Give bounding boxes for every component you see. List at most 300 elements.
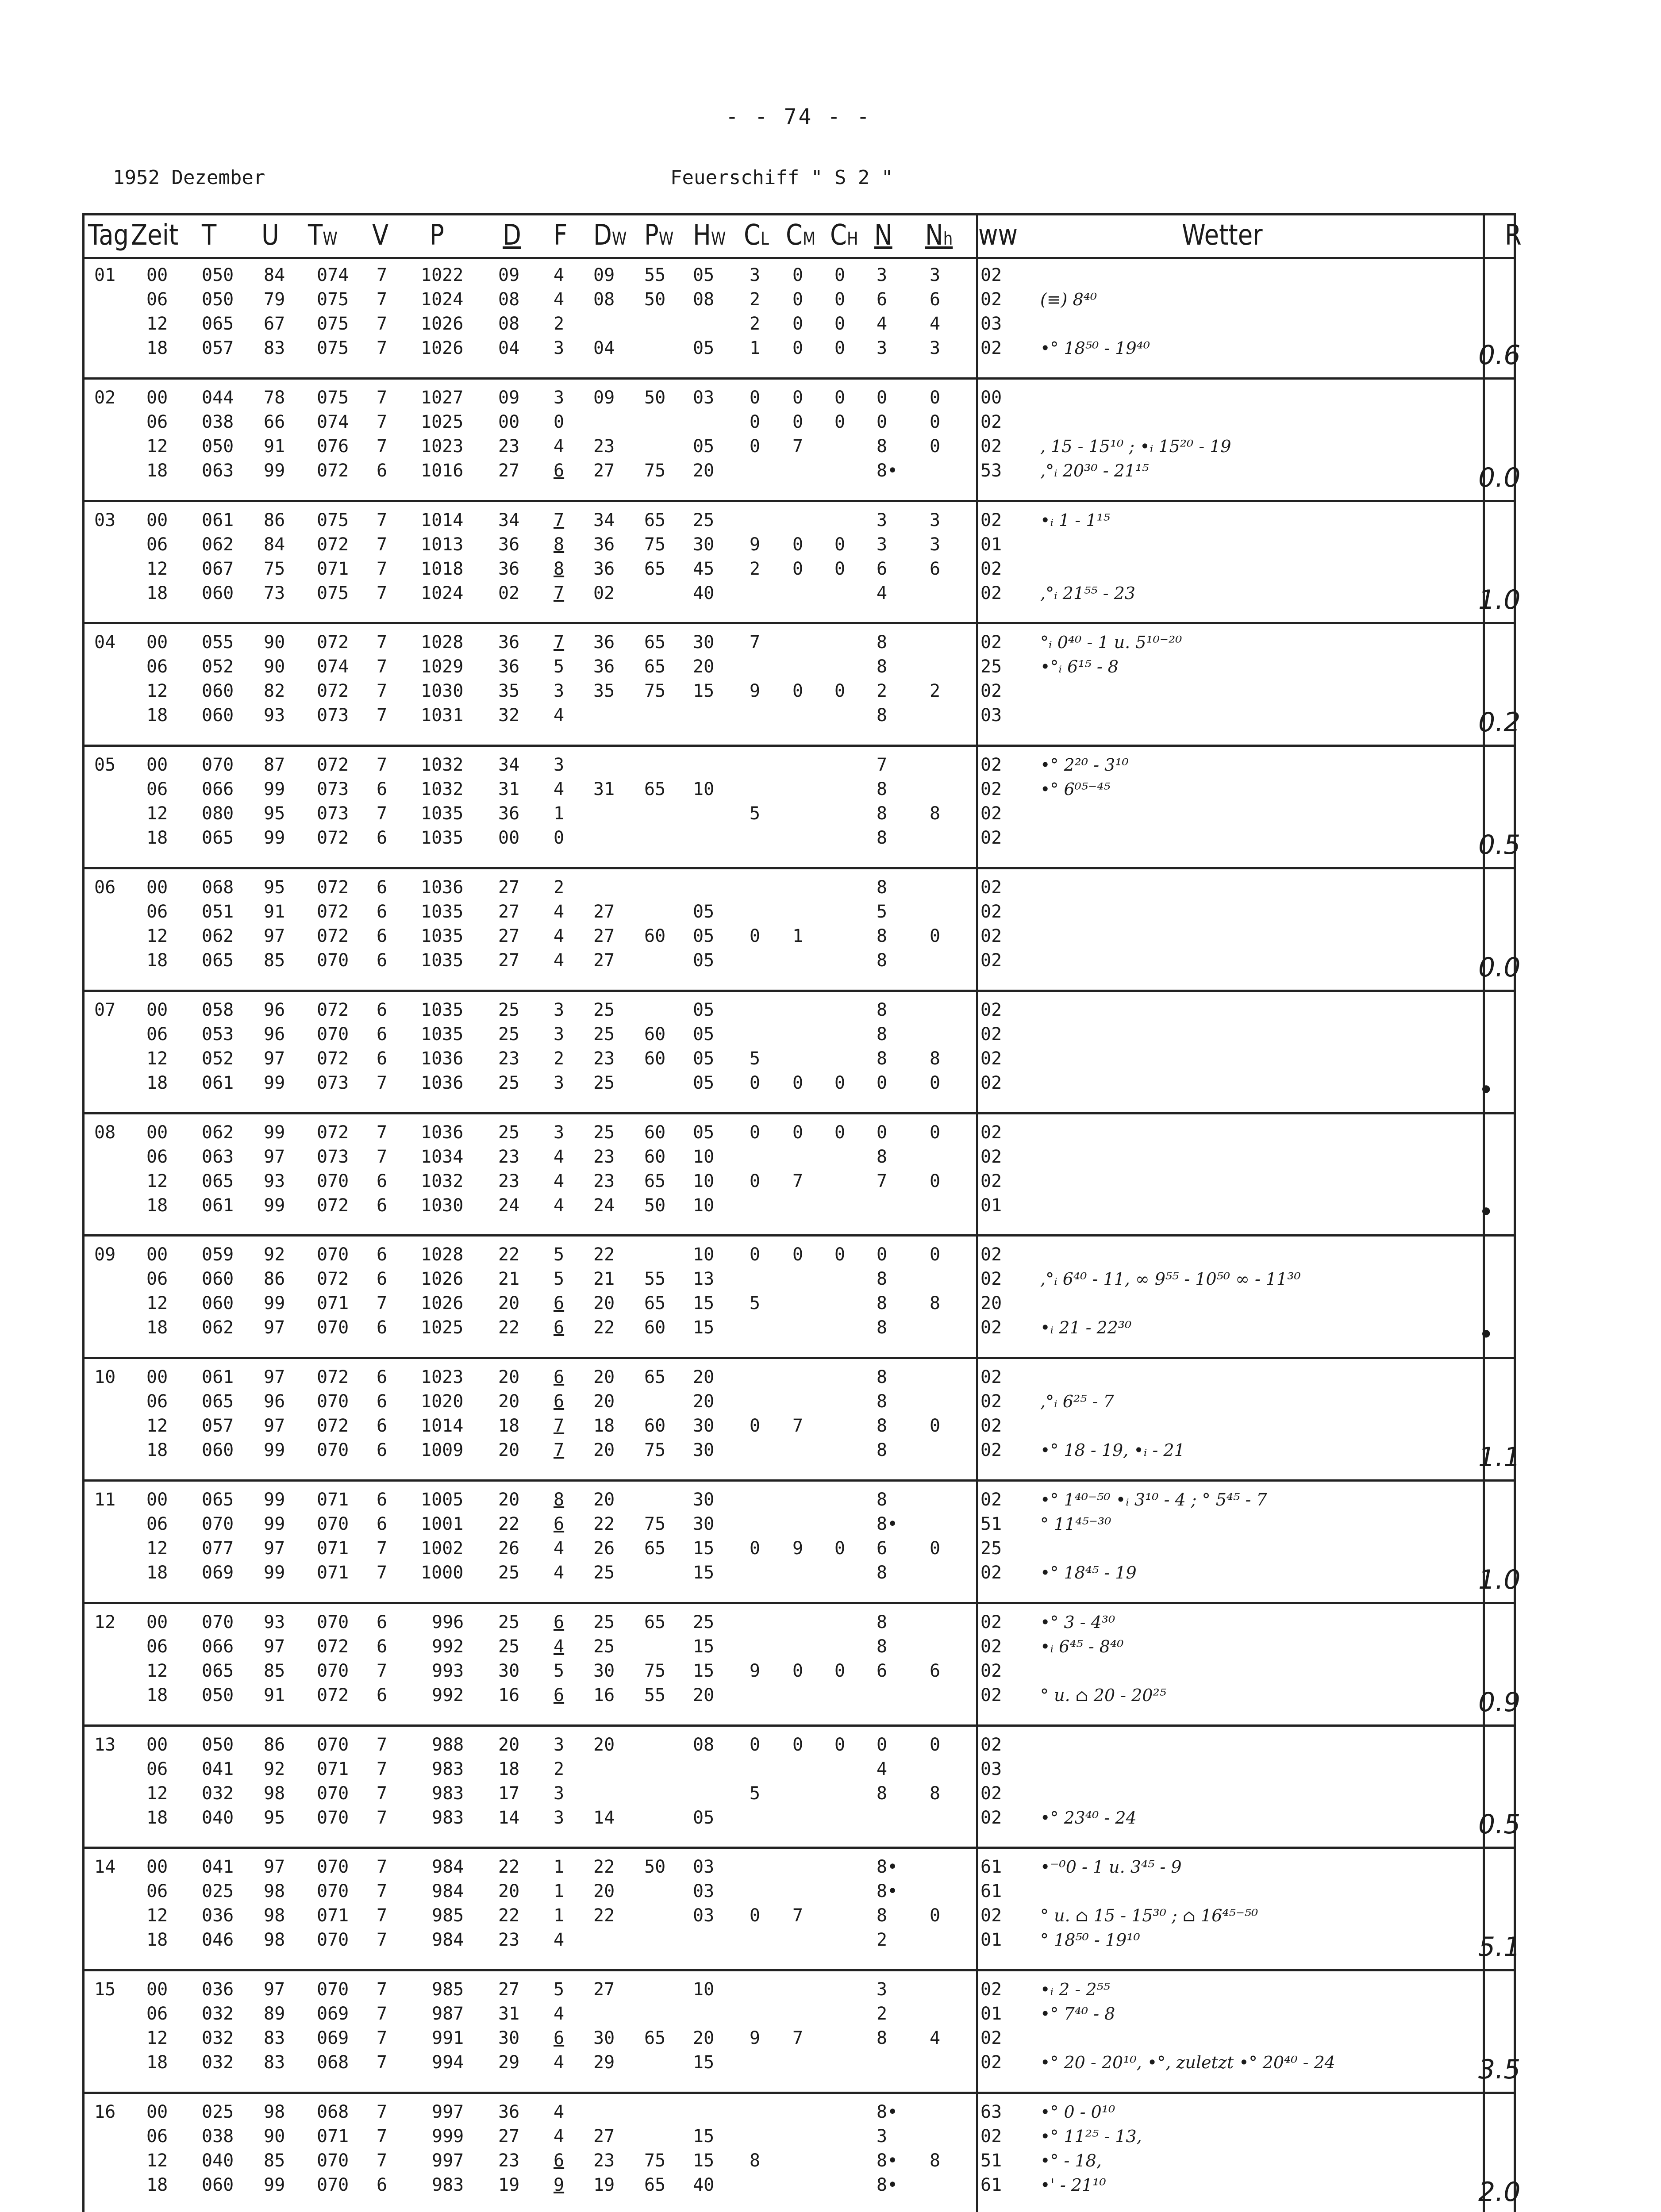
cell-t: 050: [202, 436, 234, 457]
cell-p: 1036: [421, 1048, 464, 1069]
cell-p: 997: [432, 2102, 464, 2122]
cell-f: 4: [554, 2004, 565, 2024]
cell-f: 4: [554, 1636, 565, 1657]
cell-cl: 2: [750, 314, 761, 334]
wetter-note: •ᵢ 21 - 22³⁰: [1040, 1318, 1132, 1338]
cell-n: 8•: [877, 1857, 898, 1878]
cell-u: 92: [264, 1759, 285, 1779]
cell-nh: 0: [930, 1244, 941, 1265]
cell-n: 5: [877, 902, 888, 922]
cell-d: 20: [498, 1881, 520, 1902]
day-number: 15: [94, 1979, 116, 2000]
cell-ww: 02: [980, 755, 1002, 776]
cell-cm: 0: [792, 1244, 804, 1265]
cell-d: 09: [498, 387, 520, 408]
cell-hw: 20: [693, 2028, 715, 2049]
cell-nh: 0: [930, 1122, 941, 1143]
cell-cl: 2: [750, 289, 761, 310]
cell-f: 3: [554, 755, 565, 776]
cell-n: 8: [877, 1416, 888, 1436]
cell-dw: 31: [593, 779, 615, 800]
cell-u: 93: [264, 1171, 285, 1191]
cell-v: 7: [377, 534, 388, 555]
cell-p: 1016: [421, 460, 464, 481]
zeit-cell: 00: [146, 1244, 168, 1265]
zeit-cell: 12: [146, 803, 168, 824]
cell-f: 6: [554, 1293, 565, 1314]
cell-hw: 03: [693, 1881, 715, 1902]
zeit-cell: 12: [146, 926, 168, 946]
cell-u: 97: [264, 1146, 285, 1167]
cell-dw: 34: [593, 510, 615, 530]
cell-t: 061: [202, 1072, 234, 1093]
cell-dw: 09: [593, 387, 615, 408]
cell-cl: 0: [750, 1416, 761, 1436]
cell-n: 6: [877, 289, 888, 310]
cell-t: 057: [202, 338, 234, 358]
cell-t: 057: [202, 1416, 234, 1436]
cell-tw: 072: [317, 1122, 349, 1143]
zeit-cell: 06: [146, 902, 168, 922]
cell-v: 6: [377, 1416, 388, 1436]
wetter-note: •' - 21¹⁰: [1040, 2175, 1106, 2195]
cell-p: 1035: [421, 902, 464, 922]
cell-n: 8•: [877, 2175, 898, 2195]
cell-tw: 074: [317, 265, 349, 285]
cell-d: 17: [498, 1783, 520, 1804]
cell-hw: 15: [693, 1538, 715, 1559]
cell-t: 046: [202, 1930, 234, 1951]
cell-f: 6: [554, 1514, 565, 1534]
cell-t: 062: [202, 1122, 234, 1143]
cell-ww: 02: [980, 1367, 1002, 1388]
cell-f: 4: [554, 1195, 565, 1216]
cell-f: 2: [554, 314, 565, 334]
cell-f: 4: [554, 265, 565, 285]
cell-t: 040: [202, 1807, 234, 1828]
cell-t: 050: [202, 265, 234, 285]
day-number: 09: [94, 1244, 116, 1265]
cell-hw: 05: [693, 1122, 715, 1143]
cell-ww: 02: [980, 1612, 1002, 1632]
cell-tw: 073: [317, 705, 349, 726]
cell-d: 22: [498, 1857, 520, 1878]
cell-pw: 65: [644, 1538, 666, 1559]
cell-t: 065: [202, 1660, 234, 1681]
cell-ww: 01: [980, 1930, 1002, 1951]
cell-f: 4: [554, 1563, 565, 1583]
zeit-cell: 18: [146, 338, 168, 358]
cell-n: 8: [877, 1367, 888, 1388]
cell-nh: 0: [930, 1072, 941, 1093]
zeit-cell: 00: [146, 632, 168, 653]
cell-f: 8: [554, 534, 565, 555]
cell-d: 24: [498, 1195, 520, 1216]
cell-n: 3: [877, 1979, 888, 2000]
cell-cm: 0: [792, 289, 804, 310]
cell-n: 6: [877, 1660, 888, 1681]
cell-cm: 0: [792, 1072, 804, 1093]
cell-pw: 65: [644, 1367, 666, 1388]
day-block-07: [85, 992, 1514, 1114]
wetter-note: ,°ᵢ 21⁵⁵ - 23: [1040, 583, 1135, 603]
cell-cm: 0: [792, 1122, 804, 1143]
cell-tw: 072: [317, 1195, 349, 1216]
cell-nh: 3: [930, 265, 941, 285]
day-number: 08: [94, 1122, 116, 1143]
precipitation-amount: 0.0: [1478, 462, 1521, 493]
precipitation-amount: 0.9: [1478, 1686, 1521, 1718]
wetter-note: •⁻⁰0 - 1 u. 3⁴⁵ - 9: [1040, 1857, 1182, 1877]
cell-n: 2: [877, 2004, 888, 2024]
cell-nh: 3: [930, 534, 941, 555]
cell-p: 1026: [421, 338, 464, 358]
zeit-cell: 06: [146, 2126, 168, 2147]
cell-u: 67: [264, 314, 285, 334]
cell-p: 1028: [421, 632, 464, 653]
cell-ww: 02: [980, 2052, 1002, 2073]
cell-ww: 02: [980, 1269, 1002, 1290]
cell-pw: 65: [644, 558, 666, 579]
cell-ww: 02: [980, 902, 1002, 922]
cell-d: 09: [498, 265, 520, 285]
cell-cm: 0: [792, 338, 804, 358]
cell-u: 87: [264, 755, 285, 776]
cell-u: 97: [264, 926, 285, 946]
cell-u: 98: [264, 1881, 285, 1902]
zeit-cell: 00: [146, 1734, 168, 1755]
cell-u: 98: [264, 1783, 285, 1804]
cell-ww: 02: [980, 1416, 1002, 1436]
cell-u: 99: [264, 828, 285, 849]
cell-f: 1: [554, 1905, 565, 1926]
zeit-cell: 18: [146, 583, 168, 603]
cell-d: 22: [498, 1514, 520, 1534]
cell-dw: 22: [593, 1317, 615, 1338]
column-header-tag: Tag: [88, 219, 129, 252]
cell-f: 3: [554, 999, 565, 1020]
cell-hw: 05: [693, 338, 715, 358]
cell-d: 25: [498, 1612, 520, 1632]
day-block-13: [85, 1727, 1521, 1849]
cell-cm: 0: [792, 681, 804, 702]
cell-ww: 02: [980, 411, 1002, 432]
cell-nh: 6: [930, 289, 941, 310]
cell-dw: 20: [593, 1734, 615, 1755]
cell-t: 051: [202, 902, 234, 922]
header-ship-name: Feuerschiff " S 2 ": [670, 166, 893, 189]
cell-pw: 65: [644, 657, 666, 677]
cell-pw: 60: [644, 1146, 666, 1167]
cell-cm: 0: [792, 314, 804, 334]
cell-cm: 7: [792, 1416, 804, 1436]
cell-ww: 02: [980, 779, 1002, 800]
cell-p: 1022: [421, 265, 464, 285]
cell-f: 4: [554, 2052, 565, 2073]
zeit-cell: 18: [146, 1563, 168, 1583]
zeit-cell: 00: [146, 1490, 168, 1510]
cell-tw: 070: [317, 1857, 349, 1878]
cell-hw: 15: [693, 1660, 715, 1681]
cell-tw: 072: [317, 1367, 349, 1388]
cell-hw: 03: [693, 1905, 715, 1926]
column-header-p: P: [430, 219, 444, 252]
cell-v: 7: [377, 558, 388, 579]
cell-f: 2: [554, 1759, 565, 1779]
cell-ch: 0: [834, 1660, 846, 1681]
cell-dw: 36: [593, 558, 615, 579]
cell-v: 7: [377, 1930, 388, 1951]
cell-d: 27: [498, 950, 520, 971]
cell-t: 055: [202, 632, 234, 653]
cell-t: 052: [202, 1048, 234, 1069]
cell-n: 8: [877, 877, 888, 898]
cell-u: 82: [264, 681, 285, 702]
day-number: 01: [94, 265, 116, 285]
cell-tw: 072: [317, 1269, 349, 1290]
cell-p: 1032: [421, 1171, 464, 1191]
column-header-wetter: Wetter: [1182, 219, 1263, 252]
cell-tw: 073: [317, 779, 349, 800]
cell-d: 23: [498, 1171, 520, 1191]
precipitation-amount: 0.5: [1478, 1809, 1521, 1840]
cell-v: 7: [377, 1734, 388, 1755]
cell-pw: 55: [644, 1269, 666, 1290]
cell-ww: 51: [980, 2151, 1002, 2171]
cell-u: 98: [264, 2102, 285, 2122]
cell-cl: 0: [750, 1072, 761, 1093]
zeit-cell: 18: [146, 1317, 168, 1338]
cell-d: 21: [498, 1269, 520, 1290]
cell-tw: 070: [317, 2151, 349, 2171]
cell-tw: 070: [317, 1391, 349, 1412]
cell-p: 1013: [421, 534, 464, 555]
zeit-cell: 12: [146, 436, 168, 457]
cell-u: 90: [264, 632, 285, 653]
cell-u: 79: [264, 289, 285, 310]
cell-p: 1002: [421, 1538, 464, 1559]
cell-p: 1001: [421, 1514, 464, 1534]
cell-ww: 02: [980, 926, 1002, 946]
cell-u: 93: [264, 1612, 285, 1632]
cell-d: 27: [498, 926, 520, 946]
cell-tw: 070: [317, 1979, 349, 2000]
cell-hw: 05: [693, 1048, 715, 1069]
cell-tw: 068: [317, 2052, 349, 2073]
cell-d: 22: [498, 1317, 520, 1338]
cell-p: 1025: [421, 411, 464, 432]
cell-d: 20: [498, 1367, 520, 1388]
cell-hw: 08: [693, 289, 715, 310]
cell-tw: 072: [317, 999, 349, 1020]
zeit-cell: 00: [146, 510, 168, 530]
cell-t: 070: [202, 1612, 234, 1632]
zeit-cell: 00: [146, 1857, 168, 1878]
cell-cl: 9: [750, 2028, 761, 2049]
cell-dw: 23: [593, 436, 615, 457]
cell-tw: 075: [317, 314, 349, 334]
cell-n: 8: [877, 1269, 888, 1290]
cell-p: 996: [432, 1612, 464, 1632]
cell-f: 6: [554, 1367, 565, 1388]
cell-dw: 22: [593, 1905, 615, 1926]
cell-u: 99: [264, 1563, 285, 1583]
day-block-08: [85, 1114, 1514, 1237]
cell-t: 036: [202, 1979, 234, 2000]
cell-n: 8•: [877, 1881, 898, 1902]
cell-pw: 65: [644, 779, 666, 800]
cell-f: 3: [554, 1734, 565, 1755]
cell-tw: 070: [317, 1783, 349, 1804]
zeit-cell: 18: [146, 2175, 168, 2195]
cell-u: 84: [264, 265, 285, 285]
cell-u: 91: [264, 902, 285, 922]
cell-u: 85: [264, 2151, 285, 2171]
cell-ww: 02: [980, 681, 1002, 702]
cell-ww: 02: [980, 2028, 1002, 2049]
cell-nh: 0: [930, 387, 941, 408]
cell-v: 6: [377, 1636, 388, 1657]
cell-d: 23: [498, 1930, 520, 1951]
cell-d: 18: [498, 1759, 520, 1779]
cell-ww: 02: [980, 1979, 1002, 2000]
cell-cl: 8: [750, 2151, 761, 2171]
cell-n: 3: [877, 534, 888, 555]
precipitation-amount: 0.2: [1478, 707, 1521, 738]
cell-tw: 070: [317, 1807, 349, 1828]
cell-p: 985: [432, 1905, 464, 1926]
cell-tw: 073: [317, 803, 349, 824]
day-number: 16: [94, 2102, 116, 2122]
cell-ww: 02: [980, 877, 1002, 898]
day-number: 05: [94, 755, 116, 776]
cell-ww: 02: [980, 1807, 1002, 1828]
cell-pw: 50: [644, 289, 666, 310]
cell-n: 8: [877, 1317, 888, 1338]
cell-t: 061: [202, 1367, 234, 1388]
cell-ww: 61: [980, 1857, 1002, 1878]
cell-t: 063: [202, 460, 234, 481]
cell-t: 065: [202, 828, 234, 849]
zeit-cell: 00: [146, 265, 168, 285]
day-block-05: [85, 747, 1521, 869]
cell-d: 27: [498, 2126, 520, 2147]
cell-d: 31: [498, 779, 520, 800]
cell-pw: 65: [644, 1612, 666, 1632]
cell-v: 7: [377, 1538, 388, 1559]
day-block-11: [85, 1482, 1521, 1604]
cell-hw: 03: [693, 1857, 715, 1878]
zeit-cell: 12: [146, 1048, 168, 1069]
cell-n: 0: [877, 1122, 888, 1143]
cell-ww: 01: [980, 2004, 1002, 2024]
cell-nh: 6: [930, 558, 941, 579]
zeit-cell: 18: [146, 1930, 168, 1951]
cell-dw: 23: [593, 2151, 615, 2171]
cell-pw: 65: [644, 1293, 666, 1314]
cell-f: 4: [554, 289, 565, 310]
cell-v: 6: [377, 877, 388, 898]
cell-nh: 0: [930, 1171, 941, 1191]
cell-p: 1026: [421, 314, 464, 334]
cell-cm: 0: [792, 411, 804, 432]
cell-p: 1030: [421, 1195, 464, 1216]
cell-hw: 30: [693, 632, 715, 653]
cell-n: 7: [877, 755, 888, 776]
cell-f: 1: [554, 803, 565, 824]
cell-ww: 02: [980, 1905, 1002, 1926]
cell-hw: 05: [693, 926, 715, 946]
cell-dw: 24: [593, 1195, 615, 1216]
cell-cm: 7: [792, 436, 804, 457]
precipitation-amount: 1.0: [1478, 584, 1521, 616]
cell-n: 8: [877, 1490, 888, 1510]
cell-n: 8: [877, 2028, 888, 2049]
cell-p: 983: [432, 1759, 464, 1779]
cell-nh: 0: [930, 1905, 941, 1926]
cell-hw: 10: [693, 1146, 715, 1167]
day-number: 11: [94, 1490, 116, 1510]
cell-tw: 071: [317, 1293, 349, 1314]
cell-tw: 075: [317, 289, 349, 310]
zeit-cell: 12: [146, 1416, 168, 1436]
cell-tw: 070: [317, 1244, 349, 1265]
cell-v: 6: [377, 1317, 388, 1338]
cell-cm: 9: [792, 1538, 804, 1559]
zeit-cell: 06: [146, 657, 168, 677]
cell-v: 7: [377, 1807, 388, 1828]
cell-cl: 1: [750, 338, 761, 358]
cell-v: 6: [377, 779, 388, 800]
cell-cl: 0: [750, 436, 761, 457]
cell-f: 3: [554, 338, 565, 358]
cell-p: 1032: [421, 779, 464, 800]
cell-tw: 073: [317, 1072, 349, 1093]
cell-ch: 0: [834, 1538, 846, 1559]
cell-hw: 10: [693, 779, 715, 800]
cell-u: 99: [264, 2175, 285, 2195]
zeit-cell: 12: [146, 1171, 168, 1191]
cell-v: 7: [377, 1759, 388, 1779]
cell-cl: 9: [750, 534, 761, 555]
cell-t: 032: [202, 2028, 234, 2049]
cell-d: 29: [498, 2052, 520, 2073]
cell-v: 6: [377, 1612, 388, 1632]
wetter-note: ° u. ⌂ 15 - 15³⁰ ; ⌂ 16⁴⁵⁻⁵⁰: [1040, 1906, 1258, 1926]
cell-hw: 15: [693, 1317, 715, 1338]
cell-ww: 02: [980, 1072, 1002, 1093]
cell-f: 3: [554, 1024, 565, 1045]
cell-t: 032: [202, 1783, 234, 1804]
cell-v: 6: [377, 1048, 388, 1069]
cell-f: 5: [554, 1979, 565, 2000]
cell-u: 97: [264, 1317, 285, 1338]
precipitation-amount: 1.1: [1478, 1441, 1521, 1473]
cell-u: 99: [264, 460, 285, 481]
cell-pw: 60: [644, 1024, 666, 1045]
cell-n: 0: [877, 1734, 888, 1755]
cell-f: 0: [554, 828, 565, 849]
cell-cl: 2: [750, 558, 761, 579]
cell-d: 18: [498, 1416, 520, 1436]
cell-nh: 3: [930, 338, 941, 358]
header-year-month: 1952 Dezember: [113, 166, 265, 189]
cell-pw: 75: [644, 681, 666, 702]
cell-dw: 21: [593, 1269, 615, 1290]
day-block-09: [85, 1237, 1514, 1359]
cell-dw: 22: [593, 1857, 615, 1878]
cell-n: 0: [877, 387, 888, 408]
